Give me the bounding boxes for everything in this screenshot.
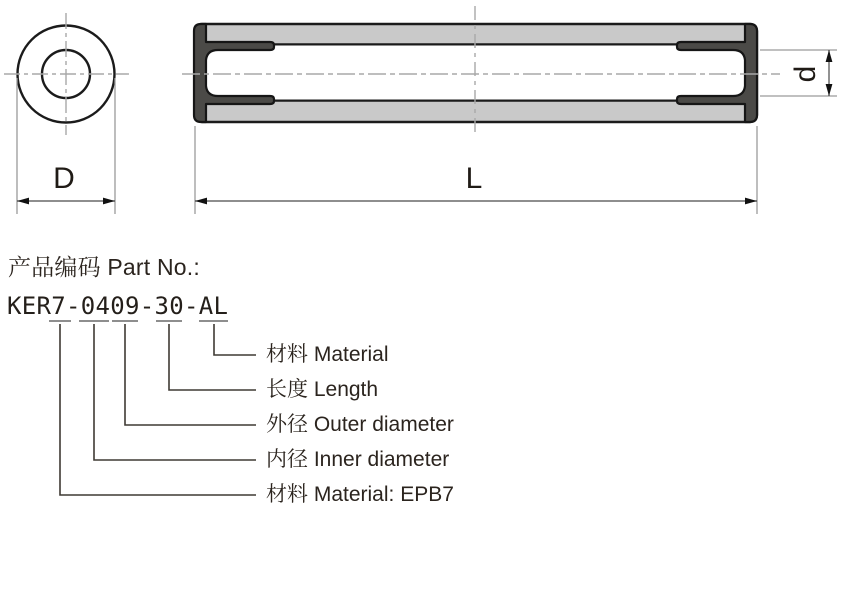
front-view: [4, 13, 129, 135]
leader-outer-diameter: [125, 324, 256, 425]
arrowhead-d-top: [826, 50, 833, 62]
legend-body-material: 材料 Material: EPB7: [266, 483, 454, 506]
arrowhead-D-left: [17, 198, 29, 205]
arrowhead-D-right: [103, 198, 115, 205]
leader-inner-diameter: [94, 324, 256, 460]
leader-length: [169, 324, 256, 390]
inner-diameter-dim-label: d: [789, 65, 822, 83]
leader-body-material: [60, 324, 256, 495]
legend-outer-diameter: 外径 Outer diameter: [266, 413, 454, 436]
length-dim-label: L: [465, 162, 483, 195]
legend-inner-diameter: 内径 Inner diameter: [266, 448, 450, 471]
arrowhead-L-right: [745, 198, 757, 205]
part-number-code: KER7-0409-30-AL: [7, 292, 229, 320]
outer-diameter-dim-label: D: [53, 162, 75, 195]
arrowhead-d-bottom: [826, 84, 833, 96]
arrowhead-L-left: [195, 198, 207, 205]
side-view: [182, 6, 780, 134]
leader-end-material: [214, 324, 256, 355]
part-number-legend-lines: [49, 321, 256, 495]
part-number-heading: 产品编码 Part No.:: [8, 254, 200, 280]
legend-length: 长度 Length: [266, 378, 379, 401]
legend-end-material: 材料 Material: [266, 343, 389, 366]
